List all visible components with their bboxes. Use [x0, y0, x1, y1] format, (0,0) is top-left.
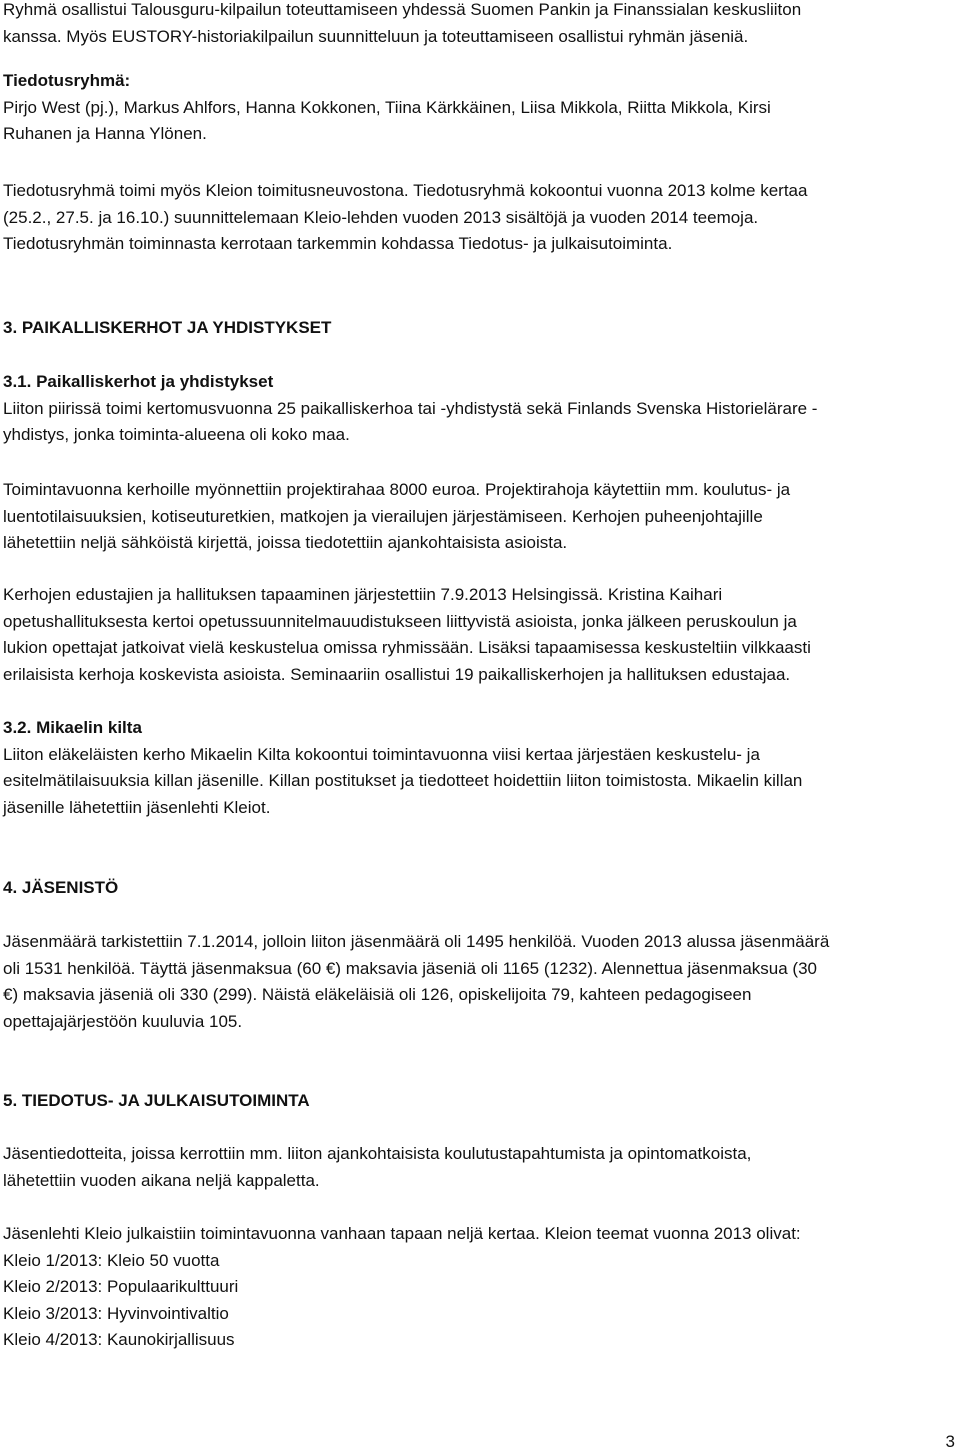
text-line: Kerhojen edustajien ja hallituksen tapaaminen järjestettiin 7.9.2013 Helsingissä. Kristina Kaihari	[3, 585, 723, 604]
section-3-2	[3, 715, 957, 821]
subsection-3-2-heading: 3.2. Mikaelin kilta	[3, 718, 142, 737]
kleio-list-item: Kleio 2/2013: Populaarikulttuuri	[3, 1277, 239, 1297]
tiedotusryhma-heading: Tiedotusryhmä:	[3, 71, 131, 90]
text-line: lähetettiin vuoden aikana neljä kappaletta.	[3, 1170, 320, 1190]
text-line: opetushallituksesta kertoi opetussuunnitelmauudistukseen liittyvistä asioista, jonka jälkeen peruskoulun ja	[3, 611, 797, 631]
text-line: Jäsenlehti Kleio julkaistiin toimintavuonna vanhaan tapaan neljä kertaa. Kleion teemat vuonna 2013 olivat:	[3, 1224, 801, 1243]
section-5-heading: 5. TIEDOTUS- JA JULKAISUTOIMINTA	[3, 1091, 310, 1110]
text-line: esitelmätilaisuuksia killan jäsenille. Killan postitukset ja tiedotteet hoidettiin liiton toimistosta. Mikaelin killan	[3, 771, 803, 791]
section-3-1	[3, 369, 957, 449]
text-line: Liiton piirissä toimi kertomusvuonna 25 paikalliskerhoa tai -yhdistystä sekä Finlands Svenska Historielärare -	[3, 398, 818, 418]
text-line: lukion opettajat jatkoivat vielä keskustelua omissa ryhmissään. Lisäksi tapaamisessa keskusteltiin vilkkaasti	[3, 638, 811, 658]
section-5-paragraph-1	[3, 1141, 957, 1194]
text-line: Jäsentiedotteita, joissa kerrottiin mm. liiton ajankohtaisista koulutustapahtumista ja opintomatkoista,	[3, 1144, 752, 1163]
text-line: opettajajärjestöön kuuluvia 105.	[3, 1011, 243, 1031]
text-line: Tiedotusryhmä toimi myös Kleion toimitusneuvostona. Tiedotusryhmä kokoontui vuonna 2013 kolme kertaa	[3, 181, 808, 200]
text-line: €) maksavia jäseniä oli 330 (299). Näistä eläkeläisiä oli 126, opiskelijoita 79, kahteen pedagogiseen	[3, 985, 752, 1005]
section-3-1-paragraph-3	[3, 582, 957, 688]
text-line: jäsenille lähetettiin jäsenlehti Kleiot.	[3, 797, 271, 817]
text-line: Jäsenmäärä tarkistettiin 7.1.2014, jolloin liiton jäsenmäärä oli 1495 henkilöä. Vuoden 2013 alussa jäsenmäärä	[3, 932, 830, 951]
text-line: Ruhanen ja Hanna Ylönen.	[3, 124, 207, 144]
kleio-list-item: Kleio 3/2013: Hyvinvointivaltio	[3, 1303, 229, 1323]
intro-paragraph	[3, 0, 957, 50]
tiedotusryhma-block	[3, 68, 957, 148]
text-line: Ryhmä osallistui Talousguru-kilpailun toteuttamiseen yhdessä Suomen Pankin ja Finanssialan keskusliiton	[3, 0, 802, 19]
text-line: luentotilaisuuksien, kotiseuturetkien, matkojen ja vierailujen järjestämiseen. Kerhojen puheenjohtajille	[3, 506, 763, 526]
kleio-list-item: Kleio 1/2013: Kleio 50 vuotta	[3, 1250, 220, 1270]
subsection-3-1-heading: 3.1. Paikalliskerhot ja yhdistykset	[3, 372, 274, 391]
tiedotusryhma-paragraph	[3, 178, 957, 258]
text-line: yhdistys, jonka toiminta-alueena oli koko maa.	[3, 425, 350, 445]
text-line: Liiton eläkeläisten kerho Mikaelin Kilta kokoontui toimintavuonna viisi kertaa järjestäen keskustelu- ja	[3, 744, 760, 764]
text-line: oli 1531 henkilöä. Täyttä jäsenmaksua (60 €) maksavia jäseniä oli 1165 (1232). Alennettua jäsenmaksua (30	[3, 958, 817, 978]
text-line: lähetettiin neljä sähköistä kirjettä, joissa tiedotettiin ajankohtaisista asioista.	[3, 533, 568, 553]
text-line: kanssa. Myös EUSTORY-historiakilpailun suunnitteluun ja toteuttamiseen osallistui ryhmän jäseniä.	[3, 26, 749, 46]
text-line: erilaisista kerhoja koskevista asioista. Seminaariin osallistui 19 paikalliskerhojen ja hallituksen edustajaa.	[3, 664, 791, 684]
section-3-heading: 3. PAIKALLISKERHOT JA YHDISTYKSET	[3, 318, 332, 337]
section-3-1-paragraph-2	[3, 477, 957, 557]
kleio-list-item: Kleio 4/2013: Kaunokirjallisuus	[3, 1330, 235, 1350]
text-line: Tiedotusryhmän toiminnasta kerrotaan tarkemmin kohdassa Tiedotus- ja julkaisutoiminta.	[3, 234, 673, 254]
text-line: Toimintavuonna kerhoille myönnettiin projektirahaa 8000 euroa. Projektirahoja käytettiin mm. koulutus- ja	[3, 480, 791, 499]
page-number: 3	[945, 1432, 955, 1451]
text-line: (25.2., 27.5. ja 16.10.) suunnittelemaan Kleio-lehden vuoden 2013 sisältöjä ja vuoden 2014 teemoja.	[3, 207, 759, 227]
text-line: Pirjo West (pj.), Markus Ahlfors, Hanna Kokkonen, Tiina Kärkkäinen, Liisa Mikkola, Riitta Mikkola, Kirsi	[3, 97, 771, 117]
section-4-paragraph	[3, 929, 957, 1035]
section-4-heading: 4. JÄSENISTÖ	[3, 878, 119, 897]
section-5-paragraph-2	[3, 1221, 957, 1354]
